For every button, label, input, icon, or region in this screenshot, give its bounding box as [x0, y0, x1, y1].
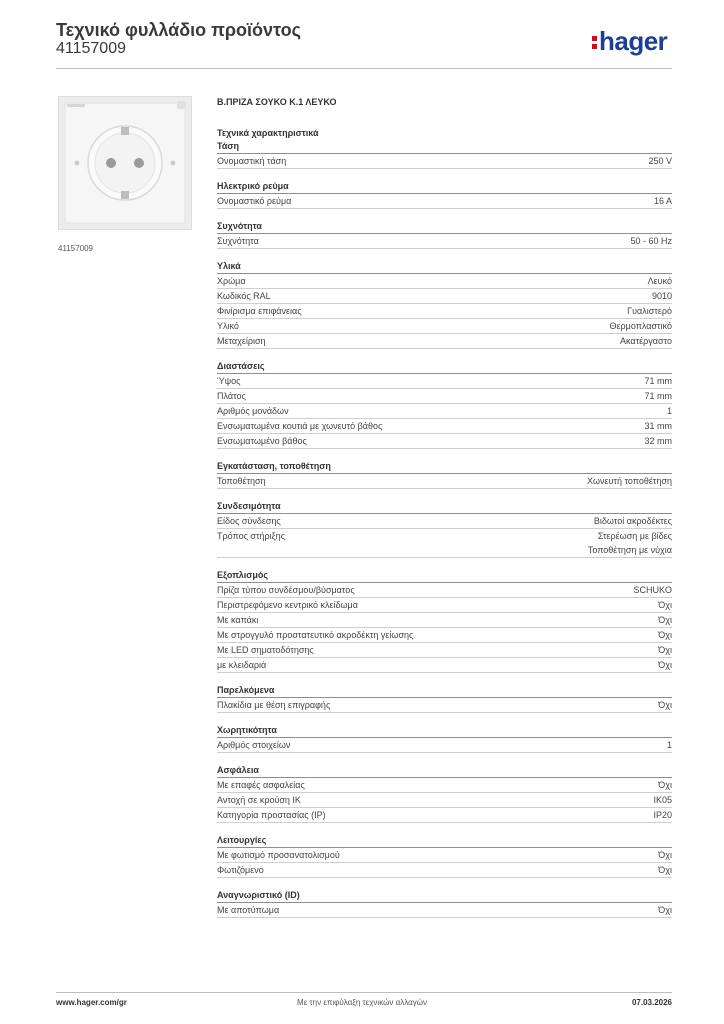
spec-row	[217, 154, 672, 169]
spec-value: 31 mm	[644, 421, 672, 431]
spec-label: Κωδικός RAL	[217, 291, 271, 301]
spec-group-title: Εγκατάσταση, τοποθέτηση	[217, 460, 672, 474]
header-divider	[56, 68, 672, 69]
spec-sheet	[217, 96, 672, 918]
spec-value: 1	[666, 406, 672, 416]
spec-group-title: Εξοπλισμός	[217, 569, 672, 583]
spec-row	[217, 194, 672, 209]
spec-value: 71 mm	[644, 376, 672, 386]
spec-label: Φωτιζόμενο	[217, 865, 264, 875]
spec-label: Πρίζα τύπου συνδέσμου/βύσματος	[217, 585, 355, 595]
spec-value: 71 mm	[644, 391, 672, 401]
spec-row	[217, 643, 672, 658]
spec-row	[217, 289, 672, 304]
spec-label: Αντοχή σε κρούση IK	[217, 795, 301, 805]
spec-label: Με επαφές ασφαλείας	[217, 780, 305, 790]
spec-row	[217, 404, 672, 419]
spec-group	[217, 260, 672, 349]
spec-row	[217, 374, 672, 389]
spec-group-title: Αναγνωριστικό (ID)	[217, 889, 672, 903]
spec-value: Όχι	[658, 700, 672, 710]
section-heading: Τεχνικά χαρακτηριστικά	[217, 128, 319, 138]
spec-label: Πλάτος	[217, 391, 246, 401]
spec-group-title: Ηλεκτρικό ρεύμα	[217, 180, 672, 194]
spec-label: Πλακίδια με θέση επιγραφής	[217, 700, 331, 710]
spec-row	[217, 474, 672, 489]
socket-icon	[59, 97, 191, 229]
spec-row	[217, 628, 672, 643]
spec-label: Με καπάκι	[217, 615, 259, 625]
spec-value: Όχι	[658, 780, 672, 790]
footer-date: 07.03.2026	[631, 998, 672, 1007]
spec-value: Ακατέργαστο	[620, 336, 672, 346]
spec-group-title: Παρελκόμενα	[217, 684, 672, 698]
spec-value: 50 - 60 Hz	[630, 236, 672, 246]
spec-group	[217, 764, 672, 823]
spec-label: Αριθμός μονάδων	[217, 406, 289, 416]
product-code: 41157009	[56, 40, 126, 57]
spec-row	[217, 698, 672, 713]
spec-label: Κατηγορία προστασίας (IP)	[217, 810, 326, 820]
spec-value: Όχι	[658, 660, 672, 670]
spec-group-title: Διαστάσεις	[217, 360, 672, 374]
spec-row	[217, 808, 672, 823]
spec-groups	[217, 140, 672, 918]
spec-label: Με αποτύπωμα	[217, 905, 280, 915]
spec-group-title: Υλικά	[217, 260, 672, 274]
spec-row	[217, 778, 672, 793]
spec-group	[217, 180, 672, 209]
spec-value: Όχι	[658, 630, 672, 640]
spec-value: Όχι	[658, 600, 672, 610]
spec-row	[217, 234, 672, 249]
spec-label: Μεταχείριση	[217, 336, 266, 346]
spec-group	[217, 360, 672, 449]
spec-group	[217, 684, 672, 713]
spec-label: Φινίρισμα επιφάνειας	[217, 306, 302, 316]
spec-label: με κλειδαριά	[217, 660, 267, 670]
spec-row	[217, 529, 672, 558]
spec-value: Όχι	[658, 905, 672, 915]
spec-row	[217, 863, 672, 878]
spec-label: Ονομαστική τάση	[217, 156, 287, 166]
footer-divider	[56, 992, 672, 993]
spec-label: Συχνότητα	[217, 236, 259, 246]
spec-value: 9010	[651, 291, 672, 301]
spec-row	[217, 598, 672, 613]
spec-value: Βιδωτοί ακροδέκτες	[593, 516, 672, 526]
spec-value: Χωνευτή τοποθέτηση	[586, 476, 672, 486]
spec-value: Όχι	[658, 645, 672, 655]
spec-group-title: Ασφάλεια	[217, 764, 672, 778]
spec-row	[217, 658, 672, 673]
spec-label: Είδος σύνδεσης	[217, 516, 281, 526]
image-caption: 41157009	[58, 244, 93, 253]
spec-row	[217, 848, 672, 863]
spec-value: Στερέωση με βίδες Τοποθέτηση με νύχια	[587, 531, 672, 555]
spec-row	[217, 389, 672, 404]
spec-label: Υλικό	[217, 321, 239, 331]
footer-url[interactable]: www.hager.com/gr	[56, 998, 127, 1007]
spec-value: Θερμοπλαστικό	[609, 321, 672, 331]
spec-value: 250 V	[648, 156, 672, 166]
spec-row	[217, 583, 672, 598]
spec-label: Ονομαστικό ρεύμα	[217, 196, 292, 206]
spec-label: Περιστρεφόμενο κεντρικό κλείδωμα	[217, 600, 358, 610]
hager-logo	[592, 26, 667, 57]
spec-value: SCHUKO	[633, 585, 672, 595]
spec-label: Με LED σηματοδότησης	[217, 645, 314, 655]
spec-label: Ύψος	[217, 376, 241, 386]
spec-value: Όχι	[658, 850, 672, 860]
spec-label: Με στρογγυλό προστατευτικό ακροδέκτη γείωσης	[217, 630, 414, 640]
spec-label: Χρώμα	[217, 276, 246, 286]
spec-label: Τρόπος στήριξης	[217, 531, 286, 541]
spec-group	[217, 724, 672, 753]
spec-label: Ενσωματωμένο βάθος	[217, 436, 307, 446]
spec-row	[217, 738, 672, 753]
spec-group	[217, 569, 672, 673]
spec-group-title: Χωρητικότητα	[217, 724, 672, 738]
spec-row	[217, 903, 672, 918]
product-image	[58, 96, 192, 230]
spec-value: IK05	[653, 795, 672, 805]
spec-group-title: Συχνότητα	[217, 220, 672, 234]
spec-value: IP20	[653, 810, 672, 820]
spec-row	[217, 319, 672, 334]
spec-value: Όχι	[658, 615, 672, 625]
spec-label: Ενσωματωμένα κουτιά με χωνευτό βάθος	[217, 421, 383, 431]
spec-row	[217, 613, 672, 628]
spec-value: Όχι	[658, 865, 672, 875]
spec-group-title: Τάση	[217, 140, 672, 154]
spec-group	[217, 500, 672, 558]
spec-row	[217, 304, 672, 319]
page-title: Τεχνικό φυλλάδιο προϊόντος	[56, 20, 301, 40]
spec-row	[217, 514, 672, 529]
spec-row	[217, 274, 672, 289]
spec-group-title: Συνδεσιμότητα	[217, 500, 672, 514]
spec-row	[217, 419, 672, 434]
spec-group	[217, 140, 672, 169]
spec-label: Τοποθέτηση	[217, 476, 266, 486]
spec-value: Γυαλιστερό	[627, 306, 672, 316]
spec-group	[217, 889, 672, 918]
spec-label: Αριθμός στοιχείων	[217, 740, 291, 750]
spec-row	[217, 434, 672, 449]
spec-value: Λευκό	[647, 276, 672, 286]
spec-group	[217, 460, 672, 489]
spec-value: 16 A	[653, 196, 672, 206]
spec-value: 1	[666, 740, 672, 750]
spec-group	[217, 834, 672, 878]
spec-row	[217, 334, 672, 349]
spec-row	[217, 793, 672, 808]
product-name: Β.ΠΡΙΖΑ ΣΟΥΚΟ Κ.1 ΛΕΥΚΟ	[217, 97, 337, 107]
logo-text: hager	[599, 26, 668, 56]
spec-group-title: Λειτουργίες	[217, 834, 672, 848]
spec-label: Με φωτισμό προσανατολισμού	[217, 850, 340, 860]
footer-note: Με την επιφύλαξη τεχνικών αλλαγών	[297, 998, 427, 1007]
spec-value: 32 mm	[644, 436, 672, 446]
logo-mark-icon	[592, 36, 597, 52]
spec-group	[217, 220, 672, 249]
